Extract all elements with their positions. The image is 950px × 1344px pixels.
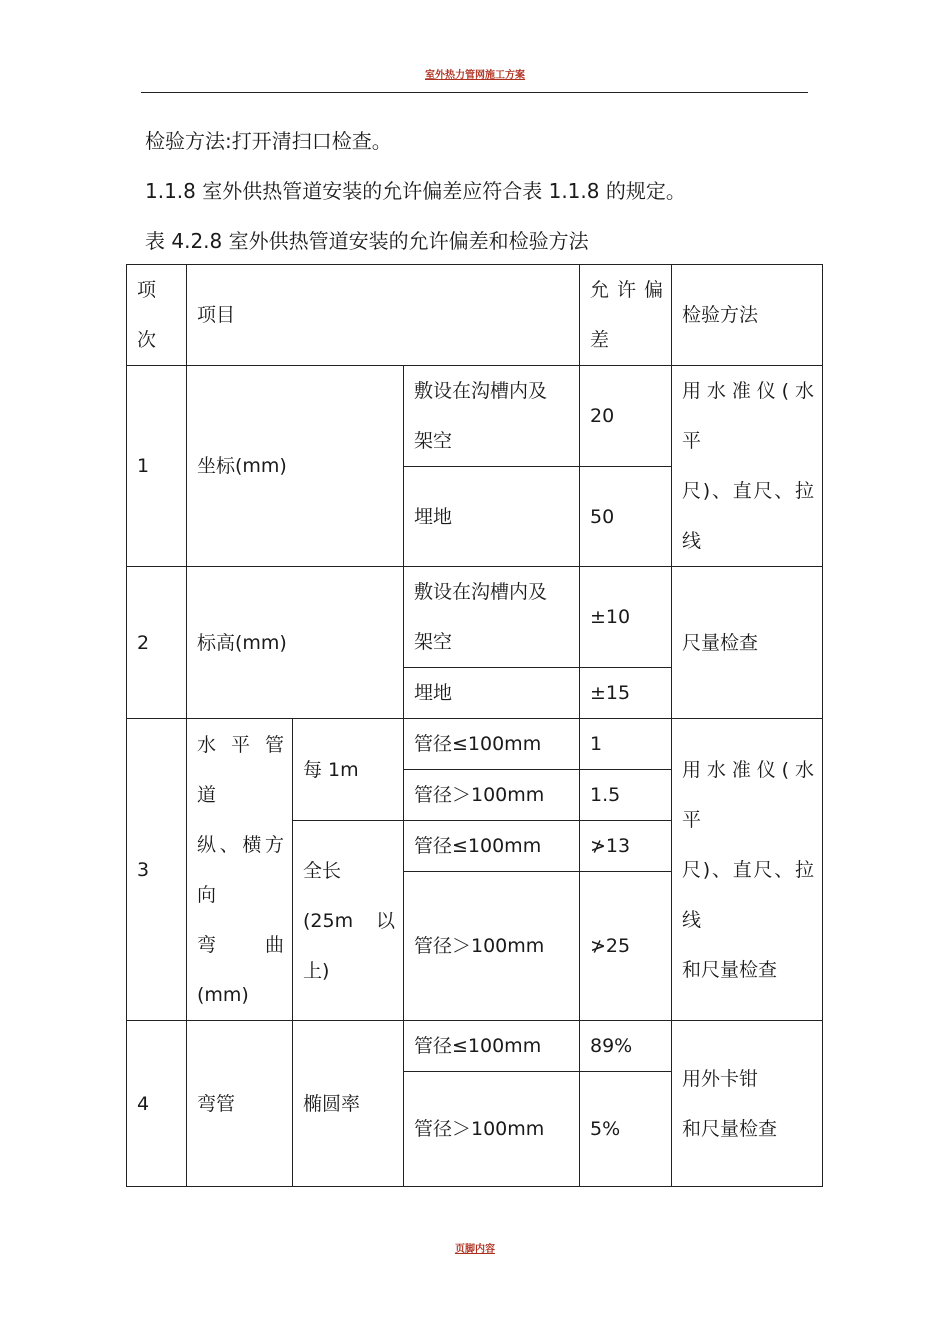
row1-val1: 20 (580, 366, 672, 467)
table-row (127, 1021, 823, 1072)
row4-method: 用外卡钳 和尺量检查 (672, 1021, 823, 1187)
row4-seq: 4 (127, 1021, 187, 1187)
row2-sub1: 敷设在沟槽内及 架空 (404, 567, 580, 668)
header-seq: 项 次 (127, 265, 187, 366)
row3-sub1: 管径≤100mm (404, 719, 580, 770)
row3-val3: ≯13 (580, 821, 672, 872)
row1-method: 用水准仪(水 平 尺)、直尺、拉 线 (672, 366, 823, 567)
page-header-title: 室外热力管网施工方案 (425, 70, 525, 81)
row2-seq: 2 (127, 567, 187, 719)
tolerance-table (126, 264, 823, 1187)
row3-seq: 3 (127, 719, 187, 1021)
row3-sub2: 管径＞100mm (404, 770, 580, 821)
row1-item: 坐标(mm) (187, 366, 404, 567)
page-footer: 页脚内容 (455, 1244, 495, 1255)
row4-val2: 5% (580, 1072, 672, 1187)
row4-sub1: 管径≤100mm (404, 1021, 580, 1072)
row3-sub3: 管径≤100mm (404, 821, 580, 872)
row2-method: 尺量检查 (672, 567, 823, 719)
inspection-method-paragraph: 检验方法:打开清扫口检查。 (145, 129, 392, 153)
row3-val2: 1.5 (580, 770, 672, 821)
table-row (127, 366, 823, 467)
row3-val1: 1 (580, 719, 672, 770)
header-method: 检验方法 (672, 265, 823, 366)
header-rule (141, 92, 808, 93)
row3-item: 水平管 道 纵、横方 向 弯曲 (mm) (187, 719, 293, 1021)
row3-method: 用水准仪(水 平 尺)、直尺、拉 线 和尺量检查 (672, 719, 823, 1021)
row3-val4: ≯25 (580, 872, 672, 1021)
row3-group1: 每 1m (293, 719, 404, 821)
row2-sub2: 埋地 (404, 668, 580, 719)
table-header-row (127, 265, 823, 366)
table-row (127, 567, 823, 668)
table-caption: 表 4.2.8 室外供热管道安装的允许偏差和检验方法 (145, 229, 589, 253)
row4-item: 弯管 (187, 1021, 293, 1187)
table-row (127, 719, 823, 770)
row1-sub1: 敷设在沟槽内及 架空 (404, 366, 580, 467)
row2-item: 标高(mm) (187, 567, 404, 719)
row2-val1: ±10 (580, 567, 672, 668)
header-item: 项目 (187, 265, 580, 366)
row4-sub2: 管径＞100mm (404, 1072, 580, 1187)
row1-val2: 50 (580, 467, 672, 567)
row1-sub2: 埋地 (404, 467, 580, 567)
row1-seq: 1 (127, 366, 187, 567)
row4-group: 椭圆率 (293, 1021, 404, 1187)
row2-val2: ±15 (580, 668, 672, 719)
header-tolerance: 允许偏 差 (580, 265, 672, 366)
row3-group2: 全长 (25m 以 上) (293, 821, 404, 1021)
tolerance-requirement-paragraph: 1.1.8 室外供热管道安装的允许偏差应符合表 1.1.8 的规定。 (145, 179, 686, 203)
row3-sub4: 管径＞100mm (404, 872, 580, 1021)
row4-val1: 89% (580, 1021, 672, 1072)
